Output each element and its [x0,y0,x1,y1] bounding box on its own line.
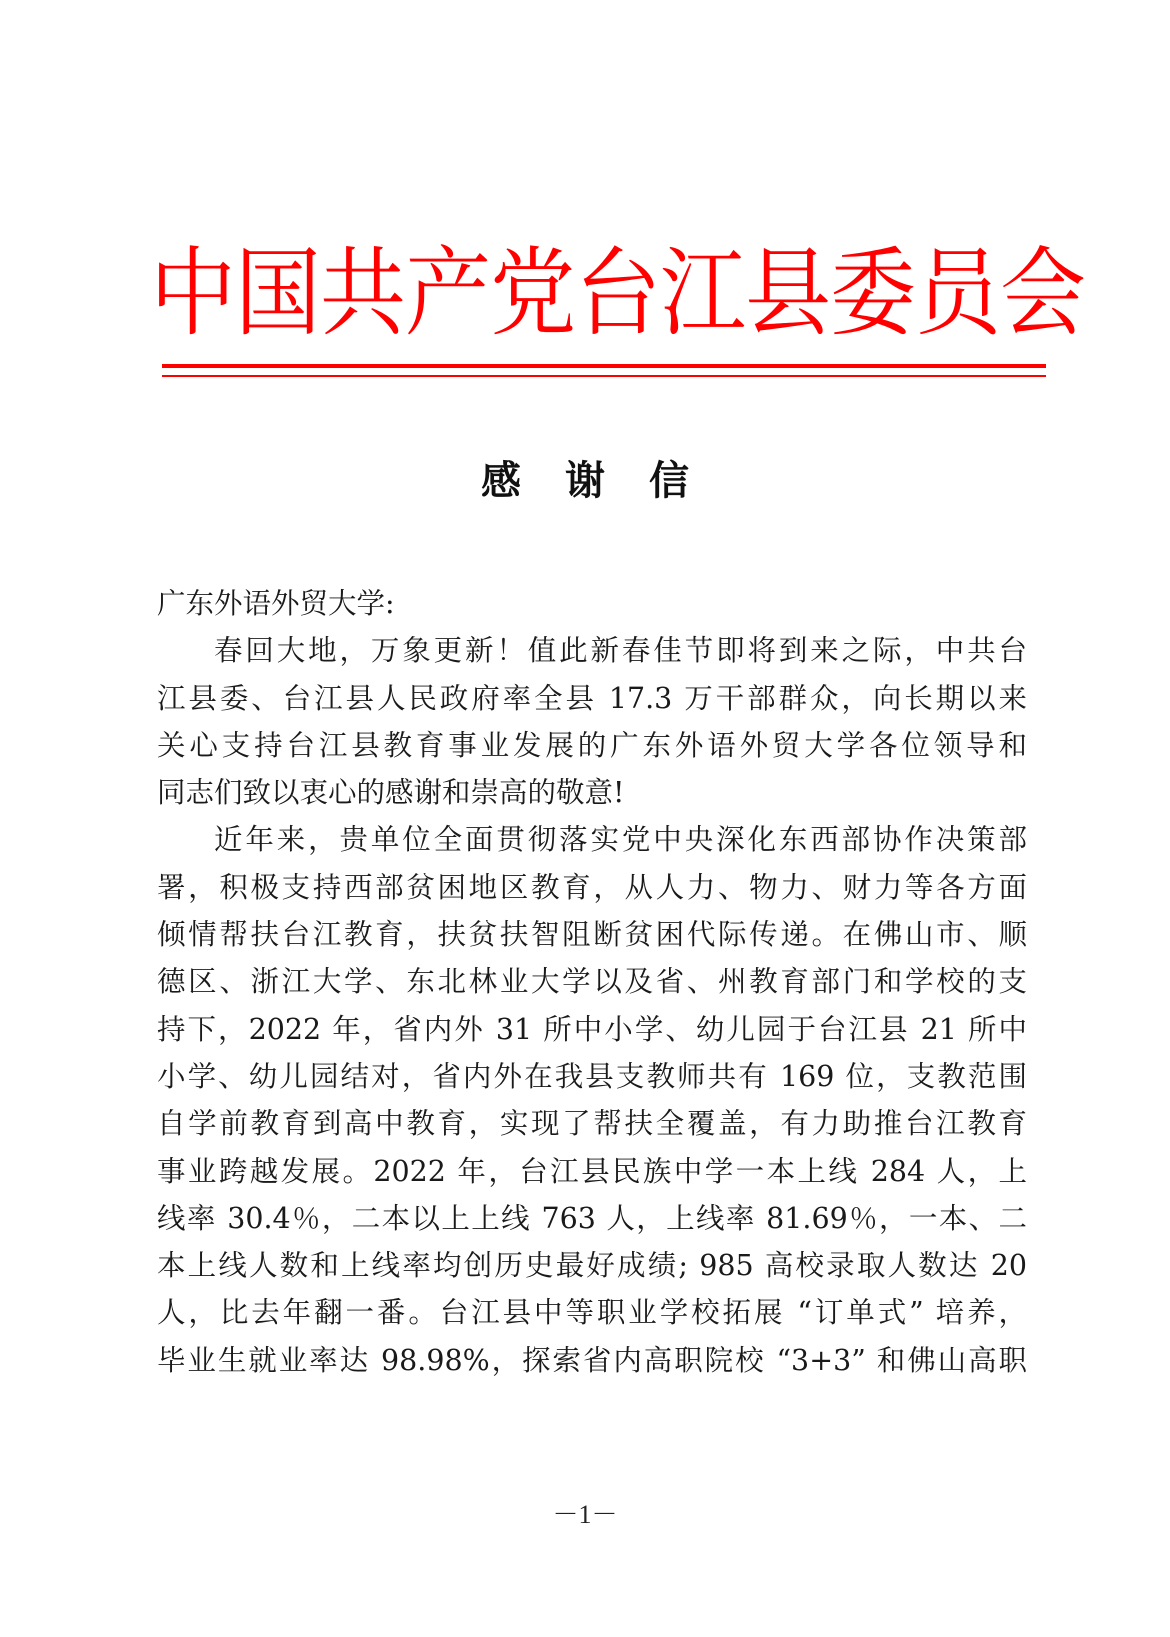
paragraph-2-line-1: 近年来，贵单位全面贯彻落实党中央深化东西部协作决策部 [214,823,1027,857]
paragraph-2-line-7: 自学前教育到高中教育，实现了帮扶全覆盖，有力助推台江教育 [157,1107,1027,1141]
paragraph-1-line-3: 关心支持台江县教育事业发展的广东外语外贸大学各位领导和 [157,728,1027,762]
paragraph-1-line-2: 江县委、台江县人民政府率全县 17.3 万干部群众，向长期以来 [157,681,1027,715]
paragraph-2-line-4: 德区、浙江大学、东北林业大学以及省、州教育部门和学校的支 [157,965,1027,999]
letter-body [157,580,1027,1384]
paragraph-2-line-11: 人，比去年翻一番。台江县中等职业学校拓展 “订单式” 培养， [157,1296,1027,1330]
masthead-rule-thick [162,364,1046,368]
paragraph-1-line-4: 同志们致以衷心的感谢和崇高的敬意! [157,776,625,810]
paragraph-2-line-2: 署，积极支持西部贫困地区教育，从人力、物力、财力等各方面 [157,870,1027,904]
paragraph-2-line-9: 线率 30.4％，二本以上上线 763 人，上线率 81.69％，一本、二 [157,1201,1027,1235]
paragraph-2-line-3: 倾情帮扶台江教育，扶贫扶智阻断贫困代际传递。在佛山市、顺 [157,918,1027,952]
paragraph-2-line-10: 本上线人数和上线率均创历史最好成绩; 985 高校录取人数达 20 [157,1249,1027,1283]
paragraph-2-line-5: 持下，2022 年，省内外 31 所中小学、幼儿园于台江县 21 所中 [157,1012,1027,1046]
salutation: 广东外语外贸大学: [157,587,395,620]
paragraph-2-line-12: 毕业生就业率达 98.98%，探索省内高职院校 “3+3” 和佛山高职 [157,1343,1027,1377]
masthead-rule-thin [162,375,1046,377]
masthead-title: 中国共产党台江县委员会 [150,238,1085,350]
letter-title: 感谢信 [481,457,733,504]
paragraph-2-line-6: 小学、幼儿园结对，省内外在我县支教师共有 169 位，支教范围 [157,1059,1027,1093]
paragraph-2-line-8: 事业跨越发展。2022 年，台江县民族中学一本上线 284 人，上 [157,1154,1027,1188]
paragraph-1-line-1: 春回大地，万象更新！值此新春佳节即将到来之际，中共台 [214,634,1027,668]
page-number: －1－ [552,1500,618,1529]
